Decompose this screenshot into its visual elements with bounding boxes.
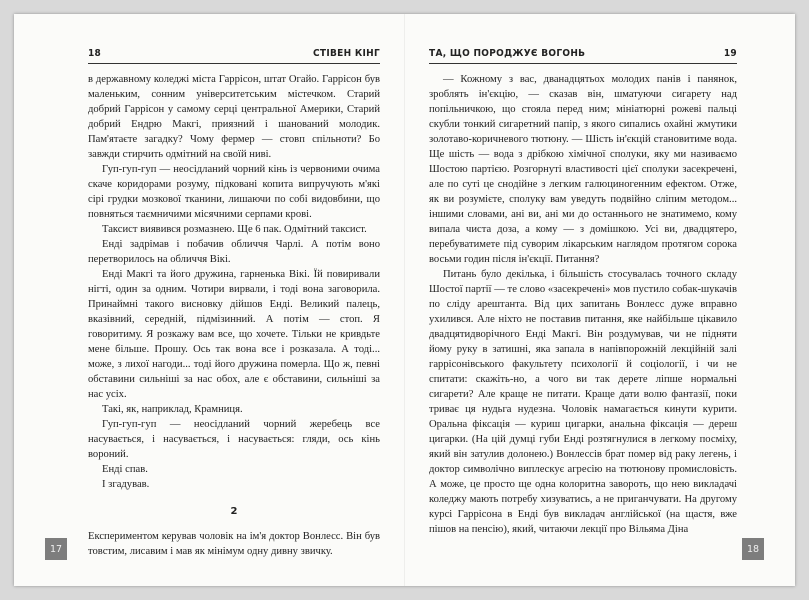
paragraph: в державному коледжі міста Гаррісон, штат Огайо. Гаррісон був маленьким, сонним університетським містечком. Старий добрий Гаррісон у самому серці центральної Америки, Старий добрий Ендрю Макгі, приязний і шанований молодик. Пам'ятаєте загадку? Чому фермер — стовп спільноти? Бо завжди стирчить одмітний на своїй ниві. [88,74,380,160]
paragraph: Енді спав. [102,464,148,475]
paragraph: Таксист виявився розмазнею. Ще 6 пак. Одмітний таксист. [102,224,367,235]
left-folio-badge: 17 [45,538,67,560]
right-body-text [429,72,737,537]
book-spread [14,14,795,586]
left-running-head [88,48,380,59]
right-page [405,14,795,586]
section-number: 2 [230,506,238,517]
left-page [14,14,404,586]
left-body-text [88,72,380,559]
paragraph: Енді Макгі та його дружина, гарненька Вікі. Їй повиривали нігті, один за одним. Чотири вирвали, і тоді вона заговорила. Принаймні такого висновку дійшов Енді. Великий палець, вказівний, середній, підмізинний. А потім — стоп. Я говоритиму. Я розкажу вам все, що хочете. Тільки не кривдьте мене більше. Прошу. Ось так вона все і розказала. А тоді... може, з лихої нагоди... тоді його дружина померла. Що ж, певні обставини сильніші за нас обох, але є обставини, сильніші за нас усіх. [88,269,380,400]
right-running-head [429,48,737,59]
paragraph: Енді задрімав і побачив обличчя Чарлі. А потім воно перетворилось на обличчя Вікі. [88,239,380,265]
paragraph: — Кожному з вас, дванадцятьох молодих панів і панянок, зроблять ін'єкцію, — сказав він, шматуючи сигарету над попільничкою, що стояла перед ним; мініатюрні рожеві пальці скубли тонкий сигаретний папір, з якого сипались охайні жмутики золотаво-коричневого тютюну. — Шість ін'єкцій становитиме вода. Ще шість — вода з дрібкою хімічної сполуки, яку ми називаємо Шостою партією. Розгорнуті властивості цієї сполуки засекречені, але по суті це снодійне з легким галюциногенним ефектом. Отже, як ви розумієте, сполуку вам уведуть подвійно сліпим методом... іншими словами, ані ви, ані ми до останнього не знатимемо, кому випала чиста доза, а кому — з домішкою. Усі ви, двадцятеро, перебуватимете під суворим лікарським наглядом протягом сорока восьми годин після ін'єкції. Питання? [429,74,737,265]
right-folio-badge: 18 [742,538,764,560]
left-page-number: 18 [88,48,102,59]
paragraph: Експериментом керував чоловік на ім'я доктор Вонлесс. Він був товстим, лисавим і мав як мінімум одну дивну звичку. [88,531,380,557]
paragraph: І згадував. [102,479,150,490]
left-header-title: СТІВЕН КІНГ [312,48,380,59]
left-header-rule [88,63,380,64]
right-page-number: 19 [723,48,737,59]
paragraph: Гуп-гуп-гуп — неосідланий чорний жеребець все насувається, і насувається, і насувається: гляди, ось кінь вороний. [88,419,380,460]
right-header-title: ТА, ЩО ПОРОДЖУЄ ВОГОНЬ [429,48,586,59]
paragraph: Такі, як, наприклад, Крамниця. [102,404,243,415]
paragraph: Гуп-гуп-гуп — неосідланий чорний кінь із червоними очима скаче коридорами розуму, підковані копита випручують м'які сірі грудки мозкової тканини, лишаючи по собі видовбини, що повняться таємничими місячними серпами крові. [88,164,380,220]
right-header-rule [429,63,737,64]
paragraph: Питань було декілька, і більшість стосувалась точного складу Шостої партії — те слово «засекречені» мов пустило собак-шукачів по сліду арештанта. Від цих запитань Вонлесс дуже вправно ухилився. Але ніхто не поставив питання, яке найбільше цікавило двадцятидворічного Енді Макгі. Він роздумував, чи не підняти йому руку в затишні, яка запала в напівпорожній лекційній залі гаррісонівського факультету психології й соціології, і чи не спитати: скажіть-но, а чого ви так дерете ліпше нормальні сигарети? Але краще не питати. Краще дати волю фантазії, поки триває ця нудьга нудезна. Чоловік намагається кинути курити. Оральна фіксація — куриш цигарки, анальна фіксація — дереш цигарки. (На цій думці губи Енді розтягнулися в легкому посміху, який він затулив долонею.) Вонлессів брат помер від раку легень, і доктор символічно виплескує агресію на тютюнову промисловість. А може, це просто ще одна колоритна завороть, що нею викладачі коледжу мають потребу хизуватись, а не приганчувати. На другому курсі Гаррісона в Енді був викладач англійської (на щастя, вже пішов на пенсію), який, читаючи лекції про Вільяма Діна [429,269,737,535]
